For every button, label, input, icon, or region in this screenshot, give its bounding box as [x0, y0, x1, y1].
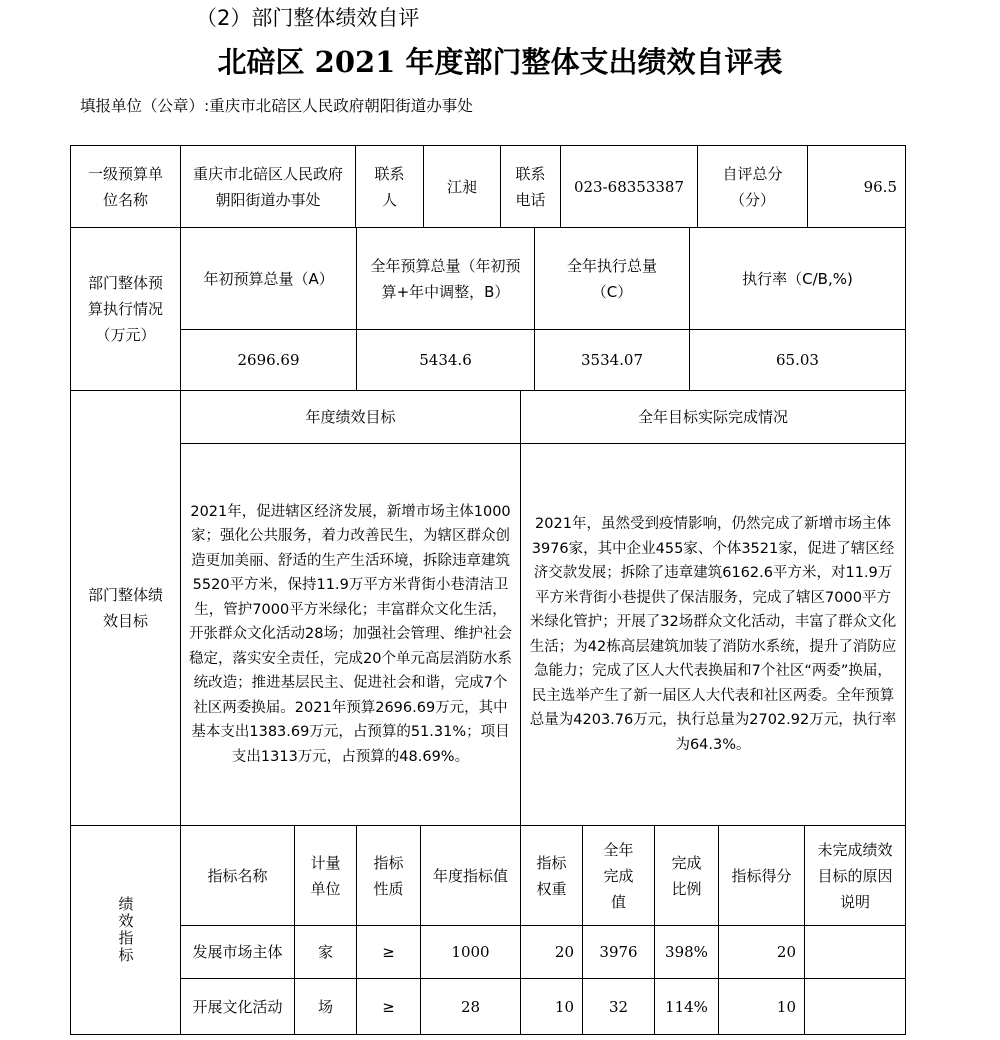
budget-header-c: 全年执行总量（C）	[535, 228, 690, 330]
ind-row-1-reason	[805, 926, 905, 979]
budget-header-rate: 执行率（C/B,%)	[690, 228, 905, 330]
ind-row-2-unit: 场	[295, 979, 357, 1034]
goals-section-label: 部门整体绩效目标	[71, 391, 181, 826]
actual-header: 全年目标实际完成情况	[521, 391, 905, 444]
reporting-unit: 填报单位（公章）:重庆市北碚区人民政府朝阳街道办事处	[80, 97, 473, 115]
ind-row-1-ratio: 398%	[655, 926, 719, 979]
ind-header-target: 年度指标值	[421, 826, 521, 926]
budget-value-c: 3534.07	[535, 330, 690, 391]
unit-label: 一级预算单位名称	[71, 146, 181, 228]
budget-value-a: 2696.69	[181, 330, 357, 391]
ind-row-2-score: 10	[719, 979, 805, 1034]
page-title: 北碚区 2021 年度部门整体支出绩效自评表	[217, 45, 783, 79]
score-label: 自评总分（分）	[698, 146, 808, 228]
actual-text: 2021年，虽然受到疫情影响，仍然完成了新增市场主体3976家，其中企业455家、个体3521家，促进了辖区经济交款发展；拆除了违章建筑6162.6平方米，对11.9万平方米背街小巷提供了保洁服务，完成了辖区7000平方米绿化管护；开展了32场群众文化活动，丰富了群众文化生活；为42栋高层建筑加装了消防水系统，提升了消防应急能力；完成了区人大代表换届和7个社区“两委”换届，民主选举产生了新一届区人大代表和社区两委。全年预算总量为4203.76万元，执行总量为2702.92万元，执行率为64.3%。	[521, 444, 905, 826]
contact-value: 江昶	[424, 146, 501, 228]
ind-row-2-nature: ≥	[357, 979, 421, 1034]
ind-row-1-nature: ≥	[357, 926, 421, 979]
section-subtitle: （2）部门整体绩效自评	[196, 6, 420, 30]
ind-row-2-actual: 32	[583, 979, 655, 1034]
target-header: 年度绩效目标	[181, 391, 521, 444]
budget-header-b: 全年预算总量（年初预算+年中调整，B）	[357, 228, 535, 330]
indicators-section-label: 绩效指标	[71, 826, 181, 1034]
ind-header-name: 指标名称	[181, 826, 295, 926]
budget-value-rate: 65.03	[690, 330, 905, 391]
ind-row-1-actual: 3976	[583, 926, 655, 979]
budget-value-b: 5434.6	[357, 330, 535, 391]
ind-header-ratio: 完成比例	[655, 826, 719, 926]
ind-header-score: 指标得分	[719, 826, 805, 926]
ind-row-1-name: 发展市场主体	[181, 926, 295, 979]
ind-row-2-target: 28	[421, 979, 521, 1034]
ind-row-2-ratio: 114%	[655, 979, 719, 1034]
ind-header-nature: 指标性质	[357, 826, 421, 926]
ind-header-actual: 全年完成值	[583, 826, 655, 926]
phone-label: 联系电话	[501, 146, 561, 228]
phone-value: 023-68353387	[561, 146, 698, 228]
ind-row-1-unit: 家	[295, 926, 357, 979]
ind-header-reason: 未完成绩效目标的原因说明	[805, 826, 905, 926]
budget-section-label: 部门整体预算执行情况 （万元）	[71, 228, 181, 391]
ind-row-1-weight: 20	[521, 926, 583, 979]
ind-header-unit: 计量单位	[295, 826, 357, 926]
contact-label: 联系人	[356, 146, 424, 228]
target-text: 2021年，促进辖区经济发展，新增市场主体1000家；强化公共服务，着力改善民生，为辖区群众创造更加美丽、舒适的生产生活环境，拆除违章建筑5520平方米，保持11.9万平方米背街小巷清洁卫生，管护7000平方米绿化；丰富群众文化生活，开张群众文化活动28场；加强社会管理、维护社会稳定，落实安全责任，完成20个单元高层消防水系统改造；推进基层民主、促进社会和谐，完成7个社区两委换届。2021年预算2696.69万元，其中基本支出1383.69万元，占预算的51.31%；项目支出1313万元，占预算的48.69%。	[181, 444, 521, 826]
ind-row-2-name: 开展文化活动	[181, 979, 295, 1034]
ind-header-weight: 指标权重	[521, 826, 583, 926]
ind-row-2-reason	[805, 979, 905, 1034]
unit-value: 重庆市北碚区人民政府朝阳街道办事处	[181, 146, 356, 228]
ind-row-1-score: 20	[719, 926, 805, 979]
ind-row-1-target: 1000	[421, 926, 521, 979]
evaluation-table	[70, 145, 906, 1035]
budget-header-a: 年初预算总量（A）	[181, 228, 357, 330]
ind-row-2-weight: 10	[521, 979, 583, 1034]
score-value: 96.5	[808, 146, 905, 228]
